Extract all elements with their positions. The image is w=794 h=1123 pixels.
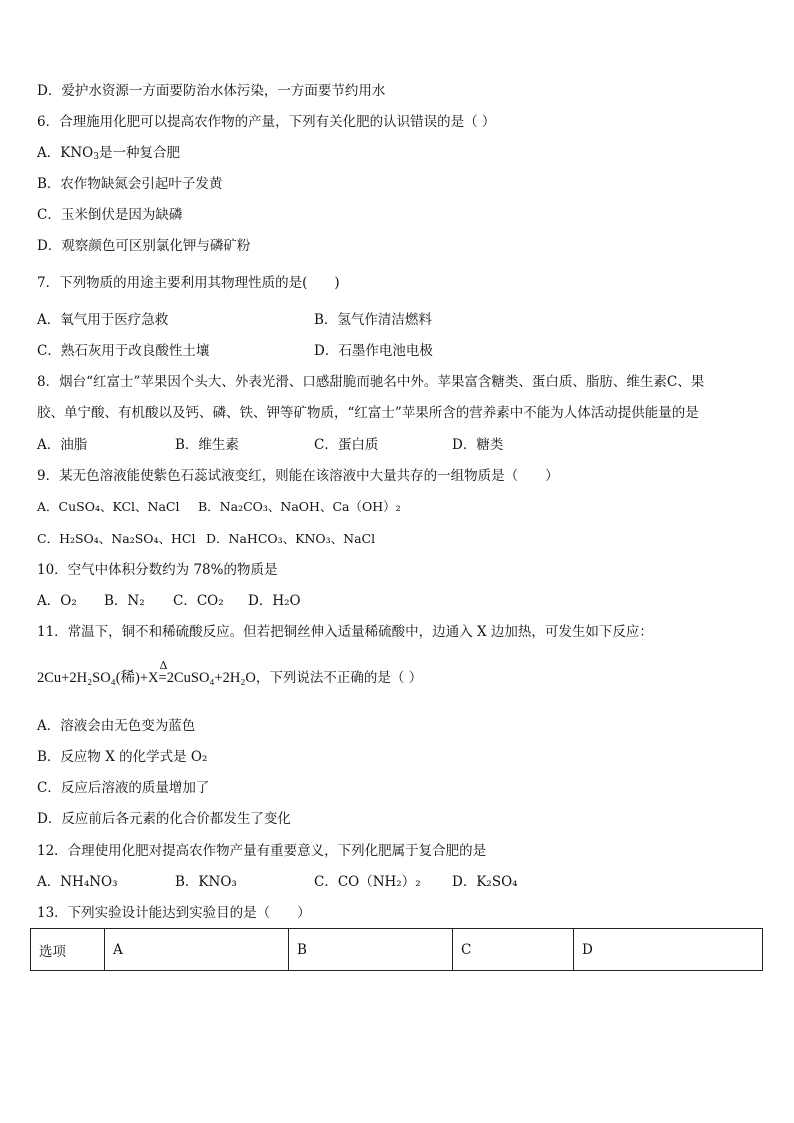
q7-option-b: B．氢气作清洁燃料 — [314, 312, 432, 328]
q6-option-a-post: 是一种复合肥 — [98, 145, 180, 161]
q13-options-table — [30, 928, 763, 971]
table-header-a: A — [105, 929, 289, 971]
q11-equation-delta: Δ — [159, 659, 168, 672]
q12-option-c: C．CO（NH₂）₂ — [314, 874, 421, 890]
q9-option-a: A．CuSO₄、KCl、NaCl — [37, 499, 180, 514]
q12-stem: 12．合理使用化肥对提高农作物产量有重要意义，下列化肥属于复合肥的是 — [37, 843, 487, 859]
q8-option-b: B．维生素 — [175, 437, 239, 453]
q12-option-d: D．K₂SO₄ — [452, 874, 518, 890]
table-header-option: 选项 — [31, 929, 105, 971]
q11-equation — [37, 659, 423, 688]
q10-option-c: C．CO₂ — [173, 593, 224, 609]
q9-option-b: B．Na₂CO₃、NaOH、Ca（OH）₂ — [198, 499, 401, 514]
q8-stem-line1: 8．烟台“红富士”苹果因个头大、外表光滑、口感甜脆而驰名中外。苹果富含糖类、蛋白质、脂肪、维生素C、果 — [37, 374, 705, 390]
q11-option-a: A．溶液会由无色变为蓝色 — [37, 718, 196, 734]
q6-option-a-pre: A．KNO — [37, 145, 94, 161]
q10-option-b: B．N₂ — [104, 593, 145, 609]
table-header-c: C — [453, 929, 574, 971]
table-row — [31, 929, 763, 971]
q11-stem: 11．常温下，铜不和稀硫酸反应。但若把铜丝伸入适量稀硫酸中，边通入 X 边加热，可发生如下反应： — [37, 624, 653, 640]
q6-option-a-sub: 3 — [93, 152, 99, 162]
q6-option-a — [37, 144, 180, 166]
q12-option-b: B．KNO₃ — [175, 874, 237, 890]
q9-stem: 9．某无色溶液能使紫色石蕊试液变红，则能在该溶液中大量共存的一组物质是（ ） — [37, 468, 559, 484]
q10-option-d: D．H₂O — [248, 593, 301, 609]
q7-stem: 7．下列物质的用途主要利用其物理性质的是( ) — [37, 275, 340, 291]
q11-equation-reaction-sign — [158, 659, 168, 688]
q10-stem: 10．空气中体积分数约为 78%的物质是 — [37, 562, 278, 578]
q7-option-a: A．氧气用于医疗急救 — [37, 312, 169, 328]
q12-option-a: A．NH₄NO₃ — [37, 874, 118, 890]
q11-equation-right: 2CuSO₄+2H₂O — [166, 670, 256, 686]
q11-option-d: D．反应前后各元素的化合价都发生了变化 — [37, 811, 291, 827]
q8-stem-line2: 胶、单宁酸、有机酸以及钙、磷、铁、钾等矿物质，“红富士”苹果所含的营养素中不能为人体活动提供能量的是 — [37, 405, 699, 421]
q11-equation-tail: ，下列说法不正确的是（ ） — [255, 670, 423, 686]
q10-option-a: A．O₂ — [37, 593, 77, 609]
q7-option-d: D．石墨作电池电极 — [314, 343, 433, 359]
q11-option-b: B．反应物 X 的化学式是 O₂ — [37, 749, 208, 765]
q8-option-c: C．蛋白质 — [314, 437, 379, 453]
q6-option-d: D．观察颜色可区别氯化钾与磷矿粉 — [37, 238, 251, 254]
q9-option-d: D．NaHCO₃、KNO₃、NaCl — [206, 531, 376, 546]
q6-option-c: C．玉米倒伏是因为缺磷 — [37, 207, 183, 223]
q6-option-b: B．农作物缺氮会引起叶子发黄 — [37, 176, 223, 192]
q8-option-a: A．油脂 — [37, 437, 88, 453]
q7-option-c: C．熟石灰用于改良酸性土壤 — [37, 343, 210, 359]
q11-equation-left: 2Cu+2H₂SO₄(稀)+X — [37, 670, 159, 686]
q13-stem: 13．下列实验设计能达到实验目的是（ ） — [37, 905, 311, 921]
q8-option-d: D．糖类 — [452, 437, 504, 453]
q9-option-c: C．H₂SO₄、Na₂SO₄、HCl — [37, 531, 196, 546]
q5-option-d: D．爱护水资源一方面要防治水体污染，一方面要节约用水 — [37, 83, 386, 99]
table-header-b: B — [289, 929, 453, 971]
table-header-d: D — [574, 929, 763, 971]
q11-equation-arrow: = — [158, 670, 167, 686]
q11-option-c: C．反应后溶液的质量增加了 — [37, 780, 210, 796]
q6-stem: 6．合理施用化肥可以提高农作物的产量，下列有关化肥的认识错误的是（ ） — [37, 114, 496, 130]
